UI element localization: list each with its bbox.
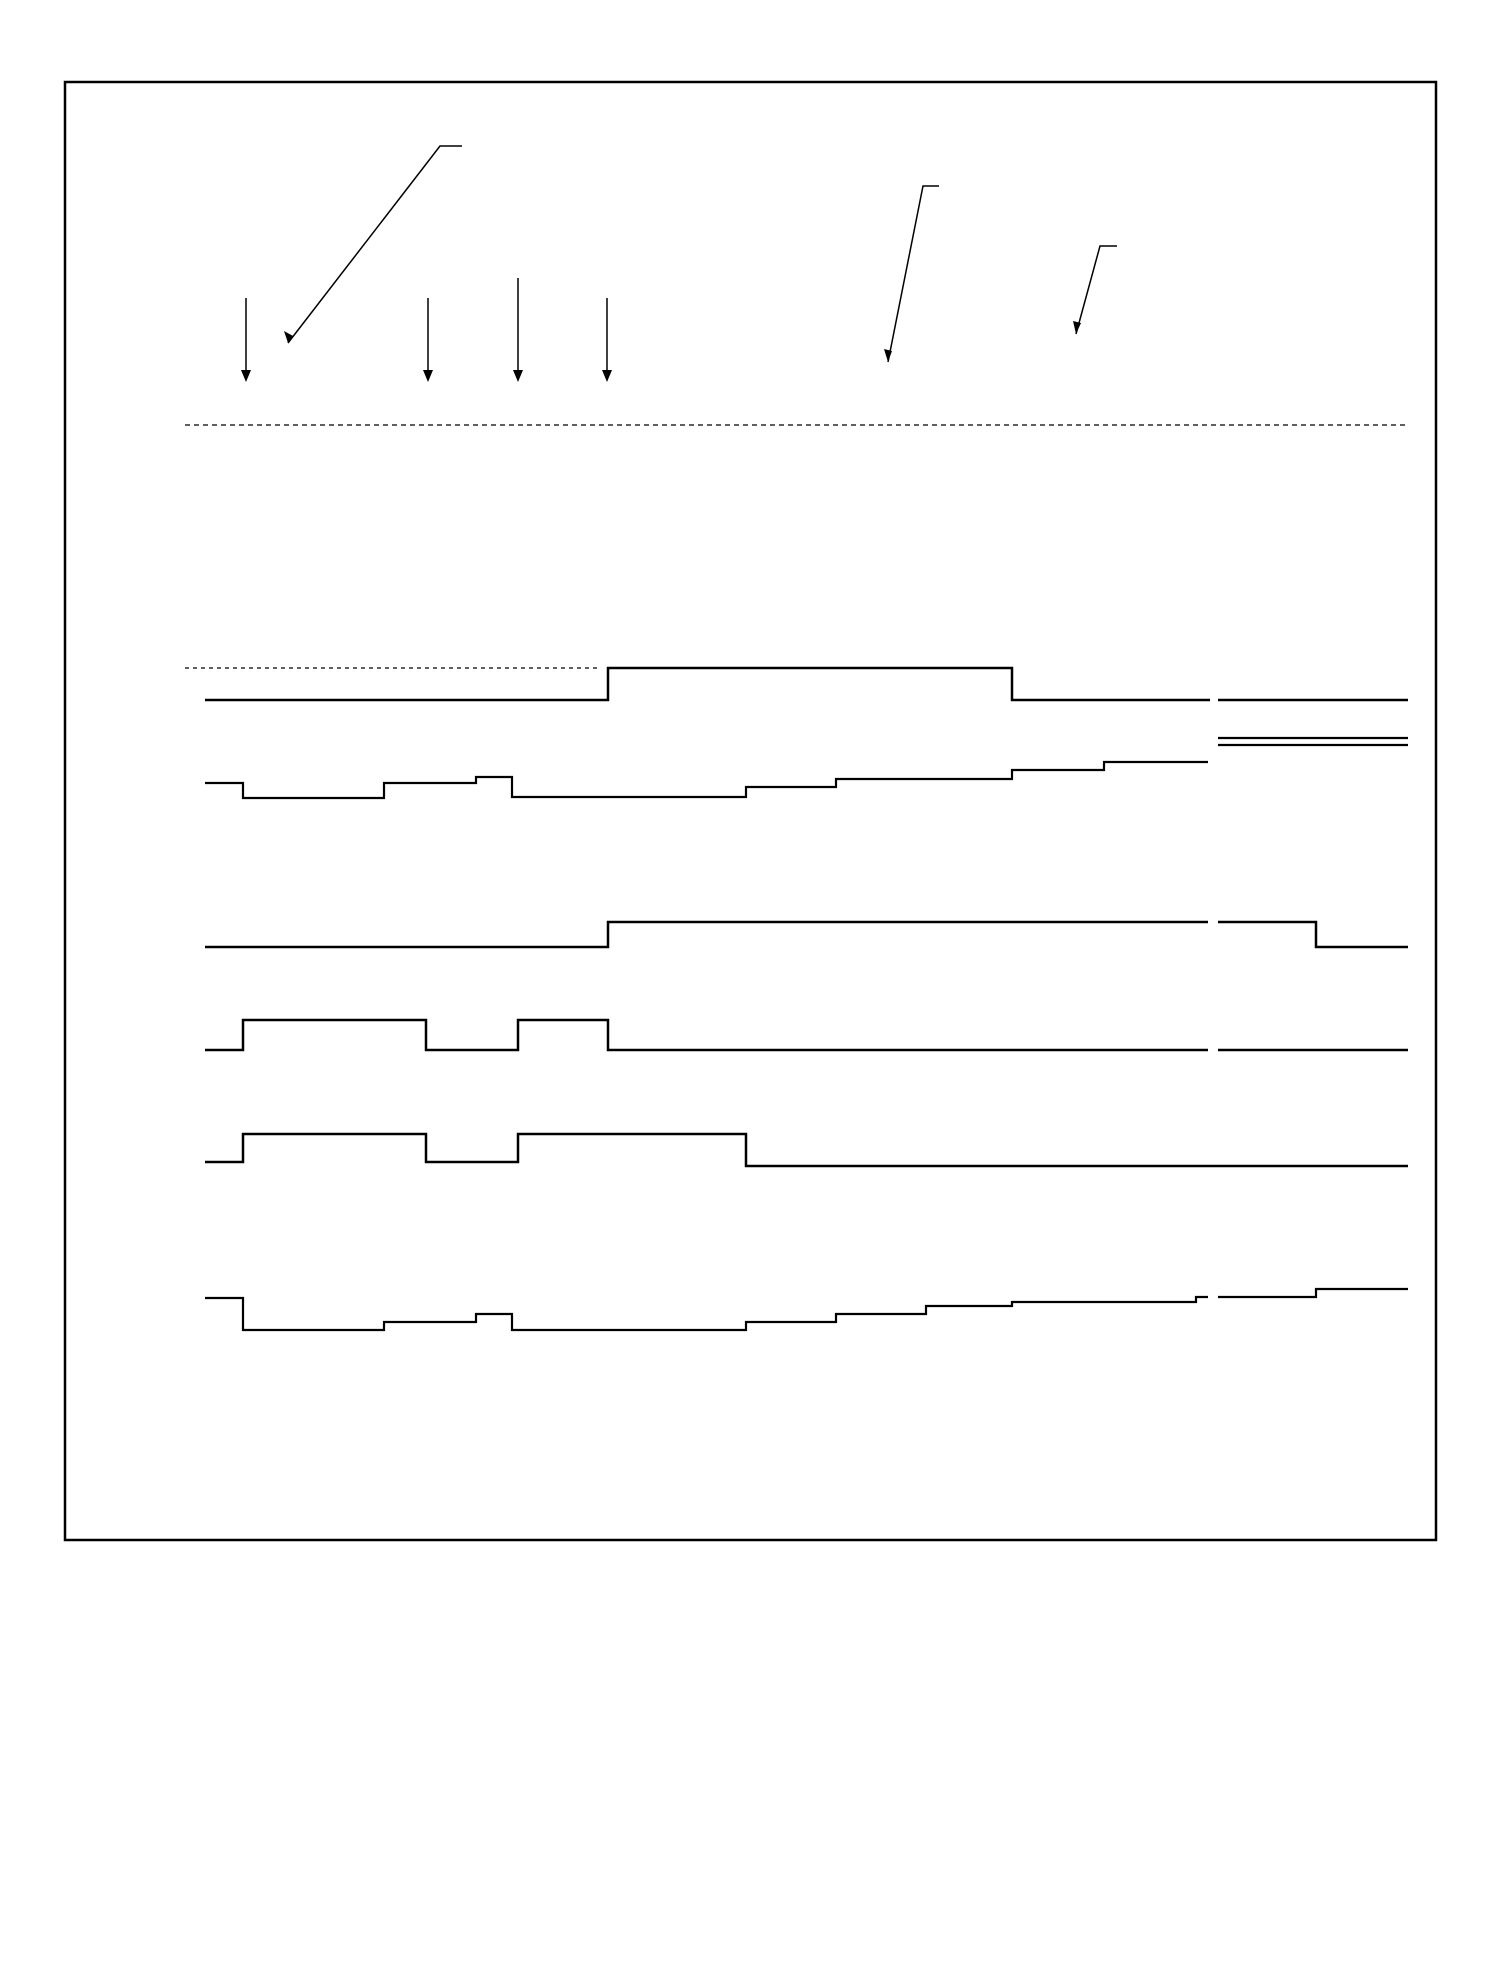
callout-arrowhead bbox=[884, 349, 892, 362]
b-counter-waveform bbox=[205, 762, 1208, 798]
callouts bbox=[284, 146, 1117, 362]
detection-arrowhead bbox=[513, 370, 523, 382]
c-counter-waveform bbox=[205, 1297, 1208, 1330]
detection-arrowhead bbox=[423, 370, 433, 382]
callout-leader-c-not-b bbox=[888, 186, 939, 362]
callout-arrowhead bbox=[284, 331, 293, 343]
dtc-waveform-tail bbox=[1218, 922, 1408, 947]
callout-leader-b-and-c bbox=[288, 146, 462, 343]
callout-leader-b-not-c bbox=[1076, 246, 1117, 334]
ftd-waveform bbox=[205, 1134, 1408, 1166]
detection-arrowhead bbox=[241, 370, 251, 382]
ff-waveform bbox=[205, 1020, 1208, 1050]
dtc-waveform bbox=[205, 922, 1208, 947]
mil-waveform bbox=[205, 668, 1210, 700]
detection-arrowhead bbox=[602, 370, 612, 382]
detection-labels bbox=[241, 278, 612, 382]
c-counter-waveform-tail bbox=[1218, 1289, 1408, 1297]
